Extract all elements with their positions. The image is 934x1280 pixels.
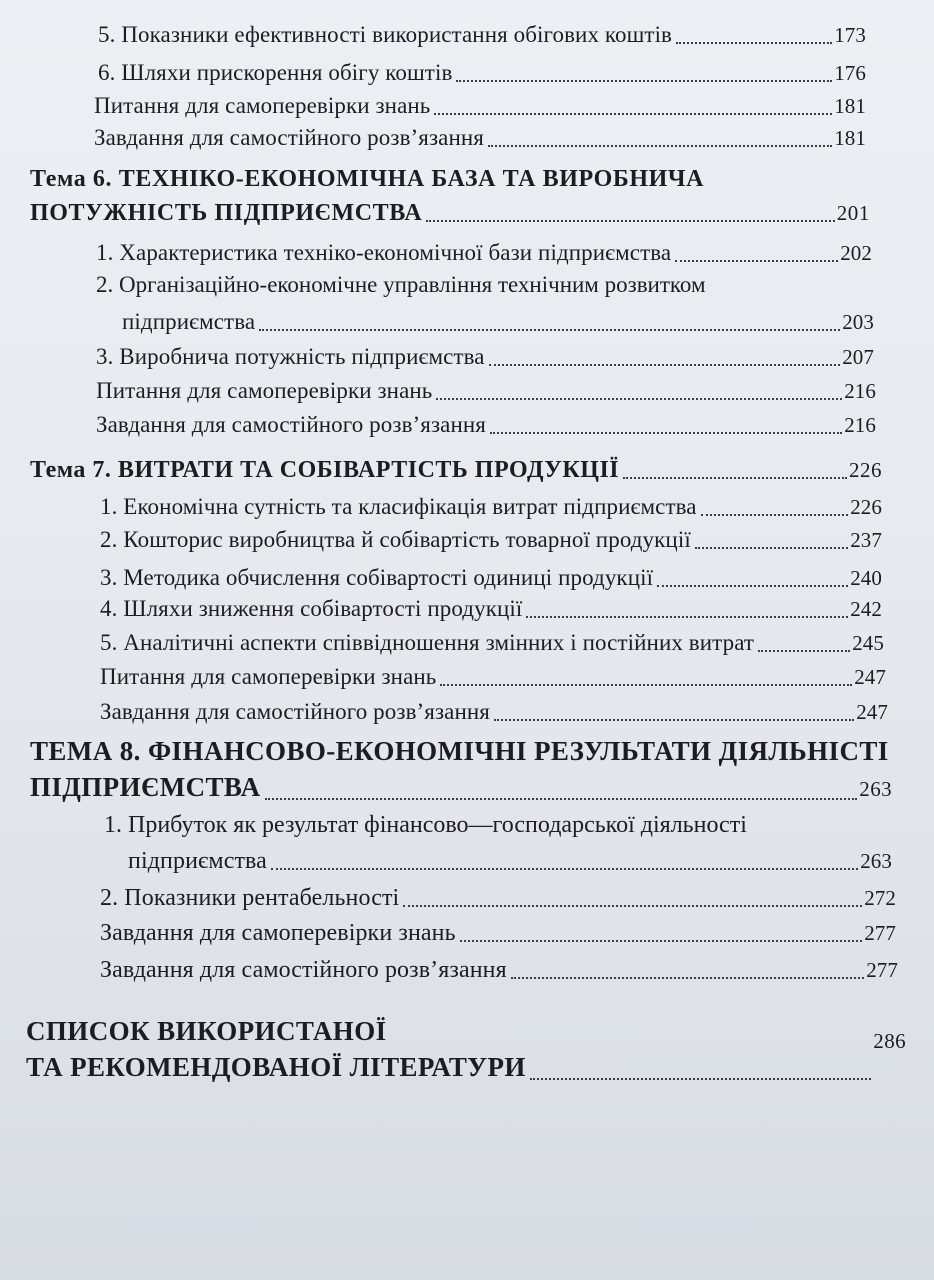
leader-dots: [403, 905, 862, 907]
toc-entry-page: 203: [842, 310, 874, 334]
toc-entry-title: ПІДПРИЄМСТВА: [30, 772, 261, 802]
toc-entry-page: 286: [873, 1029, 906, 1053]
toc-entry-page: 216: [844, 379, 876, 403]
leader-dots: [426, 220, 834, 222]
toc-entry-page: 226: [850, 495, 882, 519]
leader-dots: [434, 113, 832, 115]
leader-dots: [701, 514, 849, 516]
leader-dots: [526, 616, 848, 618]
leader-dots: [440, 684, 852, 686]
toc-entry-page: 245: [852, 631, 884, 655]
toc-entry[interactable]: [100, 594, 882, 624]
toc-entry[interactable]: [96, 376, 876, 406]
toc-entry[interactable]: [96, 410, 876, 440]
toc-entry-page: 263: [859, 777, 892, 801]
toc-entry-page: 176: [834, 61, 866, 85]
toc-entry-title: Питання для самоперевірки знань: [100, 664, 437, 689]
leader-dots: [271, 868, 858, 870]
toc-entry-page: 173: [834, 23, 866, 47]
toc-entry-title: Завдання для самоперевірки знань: [100, 920, 456, 946]
toc-entry-title: ТА РЕКОМЕНДОВАНОЇ ЛІТЕРАТУРИ: [26, 1052, 526, 1082]
toc-entry[interactable]: [94, 91, 866, 121]
chapter-entry[interactable]: [30, 455, 882, 485]
leader-dots: [488, 145, 832, 147]
toc-entry-title: 4. Шляхи зниження собівартості продукції: [100, 596, 523, 621]
toc-entry-title: 2. Організаційно-економічне управління технічним розвитком: [96, 272, 706, 297]
leader-dots: [494, 719, 854, 721]
toc-entry[interactable]: [100, 492, 882, 522]
toc-entry[interactable]: [96, 238, 872, 268]
toc-entry-page: 240: [850, 566, 882, 590]
toc-entry-title: 2. Кошторис виробництва й собівартість товарної продукції: [100, 527, 691, 552]
toc-entry-title: 5. Показники ефективності використання обігових коштів: [98, 22, 673, 47]
toc-entry-title: 6. Шляхи прискорення обігу коштів: [98, 60, 453, 85]
toc-entry-page: 202: [840, 241, 872, 265]
leader-dots: [676, 42, 832, 44]
toc-entry-page: 263: [860, 849, 892, 873]
toc-entry-title: 2. Показники рентабельності: [100, 885, 400, 911]
toc-entry-page: 277: [864, 921, 896, 945]
toc-entry-page: 237: [850, 528, 882, 552]
leader-dots: [489, 364, 841, 366]
leader-dots: [530, 1078, 872, 1080]
toc-entry-title: 1. Прибуток як результат фінансово—господарської діяльності: [104, 812, 747, 838]
toc-entry-title: Завдання для самостійного розв’язання: [94, 125, 484, 150]
toc-entry-title: Питання для самоперевірки знань: [96, 378, 433, 403]
toc-entry[interactable]: [128, 846, 892, 876]
toc-entry[interactable]: [94, 123, 866, 153]
chapter-entry[interactable]: [30, 770, 892, 806]
toc-entry[interactable]: [96, 342, 874, 372]
toc-entry-page: 201: [836, 201, 870, 225]
toc-entry-page: 242: [850, 597, 882, 621]
leader-dots: [657, 585, 848, 587]
toc-entry-page: 181: [834, 94, 866, 118]
toc-entry-title: 3. Виробнича потужність підприємства: [96, 344, 485, 369]
leader-dots: [511, 977, 864, 979]
toc-entry[interactable]: [100, 883, 896, 913]
toc-entry-page: 277: [866, 958, 898, 982]
toc-entry-title: 5. Аналітичні аспекти співвідношення змінних і постійних витрат: [100, 630, 755, 655]
toc-entry-page: 272: [864, 886, 896, 910]
toc-entry-page: 216: [844, 413, 876, 437]
toc-entry-title: Тема 7. ВИТРАТИ ТА СОБІВАРТІСТЬ ПРОДУКЦІЇ: [30, 457, 620, 483]
leader-dots: [456, 80, 832, 82]
leader-dots: [623, 477, 847, 479]
toc-entry-title: підприємства: [122, 309, 256, 334]
leader-dots: [259, 329, 840, 331]
toc-entry[interactable]: [98, 58, 866, 88]
toc-entry-title: Завдання для самостійного розв’язання: [100, 957, 507, 983]
chapter-entry[interactable]: [30, 198, 870, 228]
toc-entry[interactable]: [100, 628, 884, 658]
leader-dots: [490, 432, 842, 434]
chapter-heading: ТЕМА 8. ФІНАНСОВО-ЕКОНОМІЧНІ РЕЗУЛЬТАТИ ДІЯЛЬНІСТІ: [30, 736, 889, 766]
bibliography-heading: СПИСОК ВИКОРИСТАНОЇ: [26, 1016, 387, 1046]
chapter-heading: Тема 6. ТЕХНІКО-ЕКОНОМІЧНА БАЗА ТА ВИРОБНИЧА: [30, 166, 705, 192]
toc-entry-title: 1. Економічна сутність та класифікація витрат підприємства: [100, 494, 697, 519]
toc-entry[interactable]: [100, 918, 896, 948]
toc-entry-page: 207: [842, 345, 874, 369]
toc-entry-title: Питання для самоперевірки знань: [94, 93, 431, 118]
leader-dots: [758, 650, 850, 652]
toc-entry-page: 247: [856, 700, 888, 724]
toc-entry-title: підприємства: [128, 848, 267, 874]
toc-entry-title: Завдання для самостійного розв’язання: [96, 412, 486, 437]
toc-entry[interactable]: [100, 697, 888, 727]
toc-entry-title: Завдання для самостійного розв’язання: [100, 699, 490, 724]
toc-entry-title: 1. Характеристика техніко-економічної бази підприємства: [96, 240, 672, 265]
toc-entry[interactable]: [98, 20, 866, 50]
toc-entry[interactable]: [100, 525, 882, 555]
toc-entry-page: 181: [834, 126, 866, 150]
leader-dots: [460, 940, 863, 942]
toc-entry-page: 226: [849, 458, 882, 482]
toc-entry-title: ПОТУЖНІСТЬ ПІДПРИЄМСТВА: [30, 200, 423, 226]
leader-dots: [675, 260, 838, 262]
leader-dots: [436, 398, 842, 400]
toc-entry[interactable]: [100, 955, 898, 985]
leader-dots: [265, 798, 858, 800]
toc-entry[interactable]: [100, 662, 886, 692]
toc-entry-title: 3. Методика обчислення собівартості одиниці продукції: [100, 565, 654, 590]
leader-dots: [695, 547, 848, 549]
toc-entry[interactable]: [122, 307, 874, 337]
toc-entry-page: 247: [854, 665, 886, 689]
toc-entry[interactable]: [100, 563, 882, 593]
